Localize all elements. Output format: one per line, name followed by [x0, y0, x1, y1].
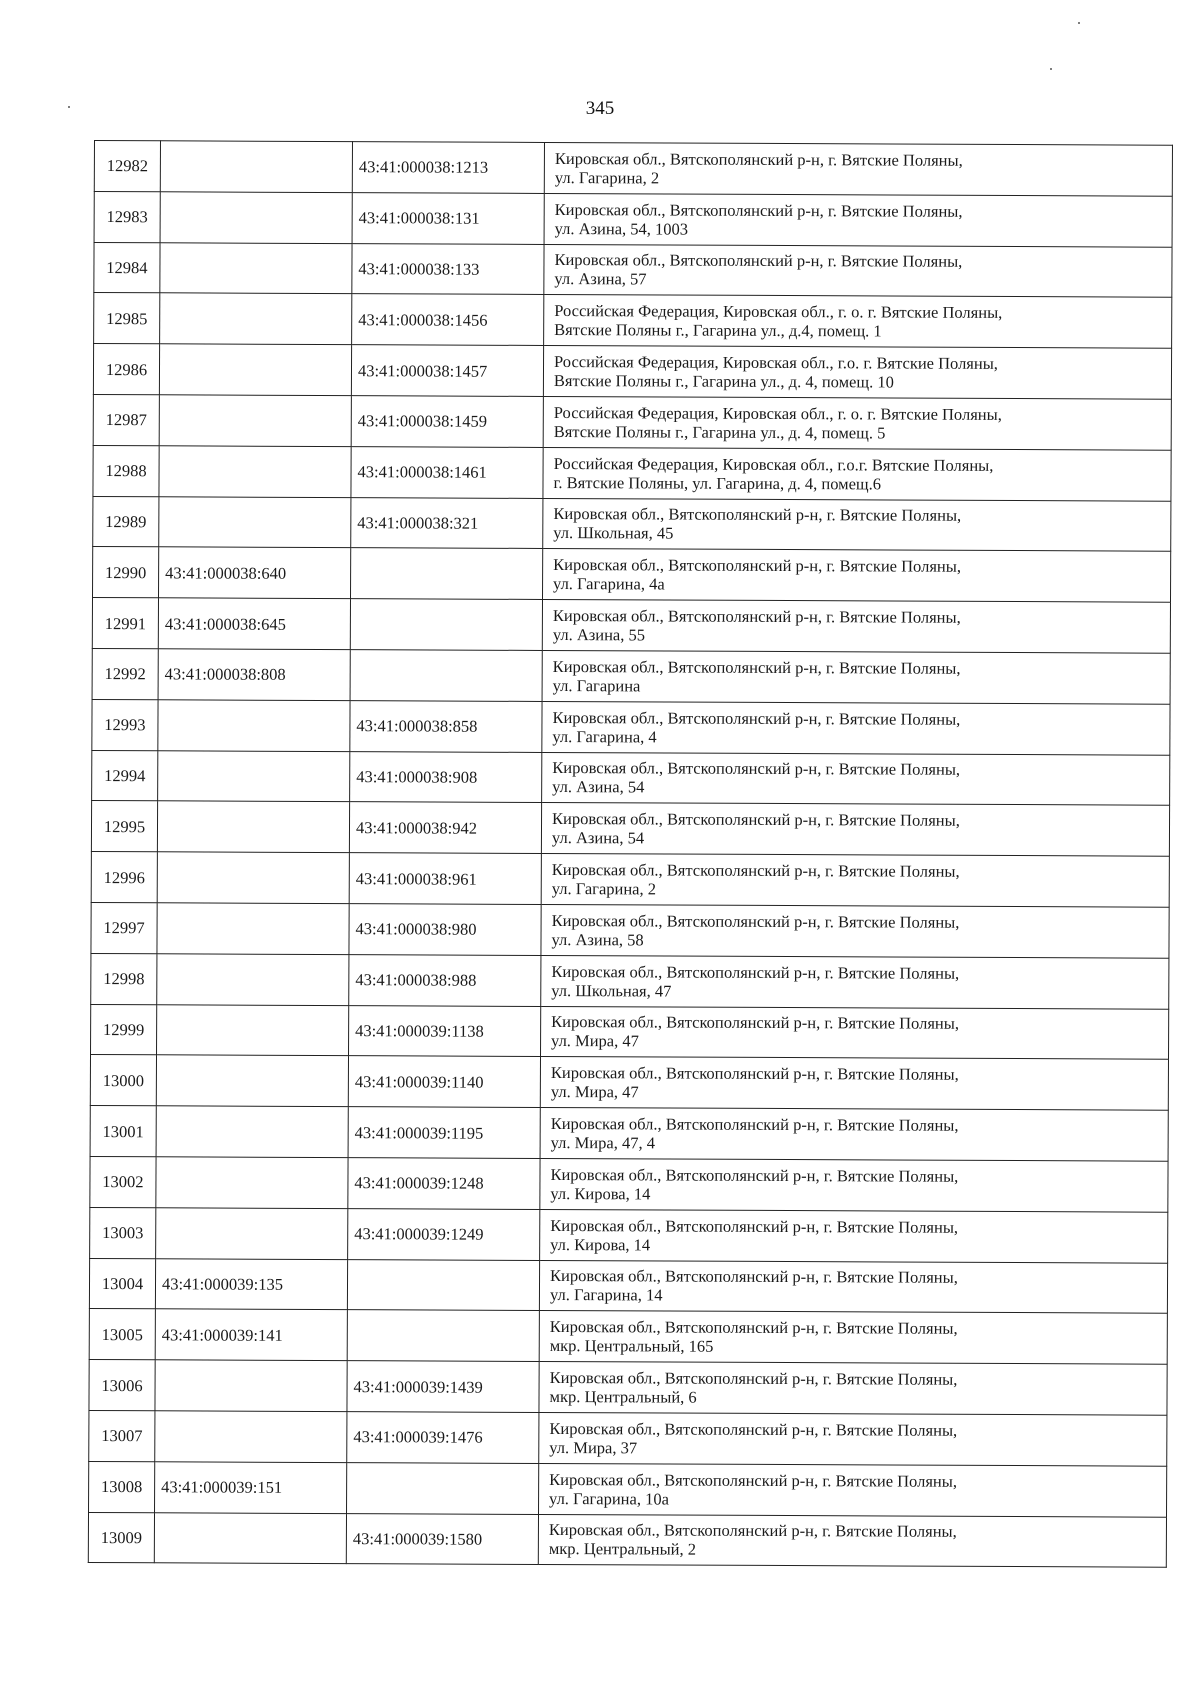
cadastral-table — [88, 140, 1173, 1568]
object-cadastral-number-cell: 43:41:000038:1457 — [351, 345, 543, 397]
address-cell — [544, 244, 1172, 298]
cadastral-number-cell — [158, 700, 350, 752]
address-line-2: ул. Азина, 54 — [552, 777, 645, 797]
table-row — [90, 1207, 1168, 1263]
row-number-cell: 13008 — [89, 1461, 155, 1512]
object-cadastral-number-cell: 43:41:000039:1580 — [346, 1513, 538, 1565]
cadastral-number-cell — [160, 192, 352, 244]
address-line-1: Кировская обл., Вятскополянский р-н, г. Вятские Поляны, — [550, 1114, 959, 1135]
object-cadastral-number-cell: 43:41:000038:961 — [349, 853, 541, 905]
table-row — [93, 394, 1171, 450]
cadastral-number-cell — [157, 954, 349, 1006]
address-line-2: ул. Гагарина, 14 — [549, 1285, 663, 1305]
row-number-cell: 13003 — [90, 1207, 156, 1258]
table-row — [93, 496, 1171, 552]
address-line-2: мкр. Центральный, 6 — [549, 1387, 697, 1407]
address-cell — [540, 1209, 1168, 1263]
cadastral-number-cell — [155, 1411, 347, 1463]
address-line-2: ул. Гагарина, 10а — [549, 1488, 669, 1509]
row-number-cell: 12998 — [91, 953, 157, 1004]
address-line-2: Вятские Поляны г., Гагарина ул., д. 4, помещ. 10 — [553, 371, 894, 392]
address-line-1: Кировская обл., Вятскополянский р-н, г. Вятские Поляны, — [551, 1012, 960, 1034]
cadastral-number-cell — [158, 750, 350, 802]
cadastral-number-cell: 43:41:000038:645 — [158, 598, 350, 650]
cadastral-number-cell — [157, 903, 349, 955]
address-cell — [542, 650, 1170, 704]
address-line-1: Кировская обл., Вятскополянский р-н, г. Вятские Поляны, — [551, 910, 960, 932]
object-cadastral-number-cell — [347, 1310, 539, 1362]
address-line-2: Вятские Поляны г., Гагарина ул., д.4, помещ. 1 — [554, 320, 882, 341]
row-number-cell: 12984 — [94, 242, 160, 293]
table-row — [91, 902, 1169, 958]
cadastral-number-cell: 43:41:000038:640 — [159, 547, 351, 599]
address-line-2: ул. Школьная, 45 — [553, 523, 674, 544]
address-line-1: Кировская обл., Вятскополянский р-н, г. Вятские Поляны, — [553, 555, 962, 577]
address-line-1: Кировская обл., Вятскополянский р-н, г. Вятские Поляны, — [552, 809, 960, 831]
table-body — [88, 141, 1172, 1568]
row-number-cell: 12993 — [92, 699, 158, 750]
address-cell — [543, 396, 1171, 450]
row-number-cell: 13009 — [88, 1512, 154, 1563]
table-row — [91, 1004, 1169, 1060]
address-cell — [541, 1006, 1169, 1060]
address-line-2: ул. Мира, 37 — [549, 1437, 638, 1458]
address-cell — [544, 295, 1172, 349]
address-cell — [543, 447, 1171, 501]
cadastral-number-cell — [155, 1360, 347, 1412]
row-number-cell: 12994 — [92, 750, 158, 801]
table-row — [94, 141, 1172, 197]
cadastral-number-cell — [159, 446, 351, 498]
table-row — [93, 344, 1171, 400]
scan-speck — [68, 106, 70, 108]
address-line-2: ул. Гагарина — [552, 675, 641, 696]
cadastral-number-cell: 43:41:000039:141 — [155, 1309, 347, 1361]
row-number-cell: 13007 — [89, 1410, 155, 1461]
object-cadastral-number-cell: 43:41:000038:858 — [350, 700, 542, 752]
address-cell — [539, 1260, 1167, 1314]
table-row — [91, 801, 1169, 857]
object-cadastral-number-cell — [350, 650, 542, 702]
table-row — [94, 191, 1172, 247]
scan-speck — [1078, 22, 1080, 24]
address-line-2: ул. Гагарина, 2 — [551, 879, 657, 899]
address-line-2: ул. Азина, 54 — [551, 828, 645, 848]
address-line-2: ул. Гагарина, 4 — [552, 726, 657, 747]
object-cadastral-number-cell: 43:41:000038:133 — [352, 243, 544, 295]
address-line-2: ул. Азина, 57 — [554, 269, 647, 289]
address-line-2: ул. Азина, 55 — [552, 625, 646, 645]
row-number-cell: 12999 — [91, 1004, 157, 1055]
object-cadastral-number-cell: 43:41:000038:1213 — [352, 142, 544, 194]
object-cadastral-number-cell: 43:41:000039:1476 — [347, 1412, 539, 1464]
object-cadastral-number-cell: 43:41:000039:1140 — [348, 1056, 540, 1108]
cadastral-number-cell — [157, 852, 349, 904]
object-cadastral-number-cell: 43:41:000038:942 — [349, 802, 541, 854]
address-line-2: мкр. Центральный, 165 — [549, 1336, 714, 1356]
cadastral-number-cell — [156, 1055, 348, 1107]
row-number-cell: 12985 — [94, 293, 160, 344]
address-line-2: г. Вятские Поляны, ул. Гагарина, д. 4, помещ.6 — [553, 472, 882, 494]
table-row — [92, 750, 1170, 806]
address-line-2: мкр. Центральный, 2 — [548, 1539, 697, 1560]
address-line-1: Кировская обл., Вятскополянский р-н, г. Вятские Поляны, — [551, 860, 960, 881]
table-row — [92, 648, 1170, 704]
address-line-2: ул. Азина, 58 — [551, 929, 644, 950]
address-cell — [542, 752, 1170, 806]
object-cadastral-number-cell — [347, 1462, 539, 1514]
table-row — [88, 1512, 1166, 1568]
address-line-1: Кировская обл., Вятскополянский р-н, г. Вятские Поляны, — [554, 148, 963, 170]
address-cell — [541, 904, 1169, 958]
table-row — [92, 699, 1170, 755]
table-row — [90, 1156, 1168, 1212]
address-cell — [540, 1158, 1168, 1212]
object-cadastral-number-cell — [350, 599, 542, 651]
address-cell — [539, 1463, 1167, 1517]
address-cell — [539, 1412, 1167, 1466]
table-row — [90, 1055, 1168, 1111]
address-cell — [540, 1108, 1168, 1162]
address-line-1: Кировская обл., Вятскополянский р-н, г. Вятские Поляны, — [548, 1520, 957, 1542]
object-cadastral-number-cell: 43:41:000038:988 — [349, 954, 541, 1006]
row-number-cell: 13006 — [89, 1360, 155, 1411]
row-number-cell: 12991 — [92, 598, 158, 649]
address-line-2: ул. Мира, 47, 4 — [550, 1133, 656, 1153]
address-line-1: Российская Федерация, Кировская обл., г.о. г. Вятские Поляны, — [553, 352, 998, 374]
row-number-cell: 12982 — [94, 141, 160, 192]
cadastral-number-cell — [160, 242, 352, 294]
table-row — [91, 953, 1169, 1009]
address-line-1: Кировская обл., Вятскополянский р-н, г. Вятские Поляны, — [554, 199, 963, 221]
address-cell — [538, 1514, 1166, 1568]
object-cadastral-number-cell: 43:41:000038:131 — [352, 192, 544, 244]
address-line-1: Кировская обл., Вятскополянский р-н, г. Вятские Поляны, — [549, 1418, 958, 1440]
row-number-cell: 13002 — [90, 1156, 156, 1207]
cadastral-number-cell — [159, 496, 351, 548]
cadastral-number-cell — [160, 141, 352, 193]
table-row — [92, 598, 1170, 654]
table-row — [89, 1258, 1167, 1314]
table-row — [94, 293, 1172, 349]
cadastral-number-cell: 43:41:000038:808 — [158, 649, 350, 701]
address-cell — [542, 701, 1170, 755]
address-line-1: Кировская обл., Вятскополянский р-н, г. Вятские Поляны, — [550, 1266, 958, 1288]
address-line-1: Кировская обл., Вятскополянский р-н, г. Вятские Поляны, — [550, 1063, 959, 1085]
row-number-cell: 12983 — [94, 191, 160, 242]
address-cell — [542, 549, 1170, 603]
address-line-1: Кировская обл., Вятскополянский р-н, г. Вятские Поляны, — [550, 1215, 959, 1237]
row-number-cell: 13005 — [89, 1309, 155, 1360]
address-cell — [539, 1362, 1167, 1416]
object-cadastral-number-cell: 43:41:000039:1138 — [349, 1005, 541, 1057]
object-cadastral-number-cell: 43:41:000038:1459 — [351, 396, 543, 448]
object-cadastral-number-cell: 43:41:000038:321 — [351, 497, 543, 549]
object-cadastral-number-cell — [351, 548, 543, 600]
page-number: 345 — [585, 98, 615, 119]
address-line-1: Кировская обл., Вятскополянский р-н, г. Вятские Поляны, — [553, 504, 962, 526]
address-line-1: Кировская обл., Вятскополянский р-н, г. Вятские Поляны, — [551, 961, 960, 983]
address-line-1: Кировская обл., Вятскополянский р-н, г. Вятские Поляны, — [552, 758, 961, 780]
object-cadastral-number-cell: 43:41:000039:1439 — [347, 1361, 539, 1413]
address-line-1: Кировская обл., Вятскополянский р-н, г. Вятские Поляны, — [549, 1469, 958, 1491]
cadastral-number-cell — [154, 1512, 346, 1564]
row-number-cell: 13004 — [89, 1258, 155, 1309]
object-cadastral-number-cell: 43:41:000038:1461 — [351, 446, 543, 498]
address-cell — [542, 600, 1170, 654]
object-cadastral-number-cell — [347, 1259, 539, 1311]
address-line-2: ул. Школьная, 47 — [551, 980, 672, 1001]
address-line-2: ул. Кирова, 14 — [550, 1234, 651, 1255]
address-cell — [541, 803, 1169, 857]
cadastral-number-cell — [157, 1004, 349, 1056]
cadastral-number-cell: 43:41:000039:135 — [155, 1258, 347, 1310]
table-row — [89, 1410, 1167, 1466]
table-row — [93, 547, 1171, 603]
object-cadastral-number-cell: 43:41:000039:1195 — [348, 1107, 540, 1159]
address-line-1: Кировская обл., Вятскополянский р-н, г. Вятские Поляны, — [554, 250, 963, 272]
row-number-cell: 12995 — [91, 801, 157, 852]
address-line-2: ул. Гагарина, 2 — [554, 167, 660, 188]
cadastral-number-cell — [159, 395, 351, 447]
address-line-2: ул. Мира, 47 — [550, 1082, 639, 1102]
cadastral-number-cell — [159, 344, 351, 396]
address-cell — [539, 1311, 1167, 1365]
address-line-1: Кировская обл., Вятскополянский р-н, г. Вятские Поляны, — [552, 707, 961, 729]
table-row — [89, 1461, 1167, 1517]
address-cell — [543, 498, 1171, 552]
table-row — [94, 242, 1172, 298]
object-cadastral-number-cell: 43:41:000039:1248 — [348, 1158, 540, 1210]
address-cell — [544, 193, 1172, 247]
table-row — [91, 852, 1169, 908]
cadastral-number-cell: 43:41:000039:151 — [155, 1461, 347, 1513]
address-line-1: Кировская обл., Вятскополянский р-н, г. Вятские Поляны, — [552, 656, 961, 678]
address-line-2: ул. Мира, 47 — [551, 1031, 639, 1051]
address-line-1: Кировская обл., Вятскополянский р-н, г. Вятские Поляны, — [549, 1368, 958, 1389]
row-number-cell: 12989 — [93, 496, 159, 547]
address-line-1: Кировская обл., Вятскополянский р-н, г. Вятские Поляны, — [549, 1317, 958, 1338]
address-line-1: Российская Федерация, Кировская обл., г. о. г. Вятские Поляны, — [554, 301, 1003, 323]
cadastral-number-cell — [157, 801, 349, 853]
address-cell — [541, 955, 1169, 1009]
row-number-cell: 12988 — [93, 445, 159, 496]
object-cadastral-number-cell: 43:41:000038:1456 — [352, 294, 544, 346]
cadastral-number-cell — [156, 1106, 348, 1158]
row-number-cell: 12997 — [91, 902, 157, 953]
address-cell — [540, 1057, 1168, 1111]
cadastral-number-cell — [156, 1157, 348, 1209]
table-row — [93, 445, 1171, 501]
table-row — [89, 1360, 1167, 1416]
address-line-1: Российская Федерация, Кировская обл., г.о.г. Вятские Поляны, — [553, 453, 994, 475]
address-cell — [543, 346, 1171, 400]
scan-speck — [1050, 68, 1052, 70]
object-cadastral-number-cell: 43:41:000038:908 — [350, 751, 542, 803]
address-line-1: Российская Федерация, Кировская обл., г. о. г. Вятские Поляны, — [553, 402, 1002, 424]
row-number-cell: 12986 — [93, 344, 159, 395]
row-number-cell: 12996 — [91, 852, 157, 903]
row-number-cell: 13001 — [90, 1106, 156, 1157]
row-number-cell: 12990 — [93, 547, 159, 598]
cadastral-number-cell — [156, 1208, 348, 1260]
address-line-2: ул. Азина, 54, 1003 — [554, 218, 689, 239]
address-line-1: Кировская обл., Вятскополянский р-н, г. Вятские Поляны, — [552, 606, 961, 627]
table-row — [89, 1309, 1167, 1365]
cadastral-number-cell — [160, 293, 352, 345]
object-cadastral-number-cell: 43:41:000039:1249 — [348, 1208, 540, 1260]
object-cadastral-number-cell: 43:41:000038:980 — [349, 904, 541, 956]
address-line-2: Вятские Поляны г., Гагарина ул., д. 4, помещ. 5 — [553, 421, 886, 443]
row-number-cell: 12992 — [92, 648, 158, 699]
address-cell — [544, 142, 1172, 196]
address-line-2: ул. Гагарина, 4а — [553, 574, 665, 594]
row-number-cell: 12987 — [93, 394, 159, 445]
table-row — [90, 1106, 1168, 1162]
address-cell — [541, 854, 1169, 908]
row-number-cell: 13000 — [90, 1055, 156, 1106]
address-line-1: Кировская обл., Вятскополянский р-н, г. Вятские Поляны, — [550, 1164, 959, 1186]
address-line-2: ул. Кирова, 14 — [550, 1183, 651, 1204]
